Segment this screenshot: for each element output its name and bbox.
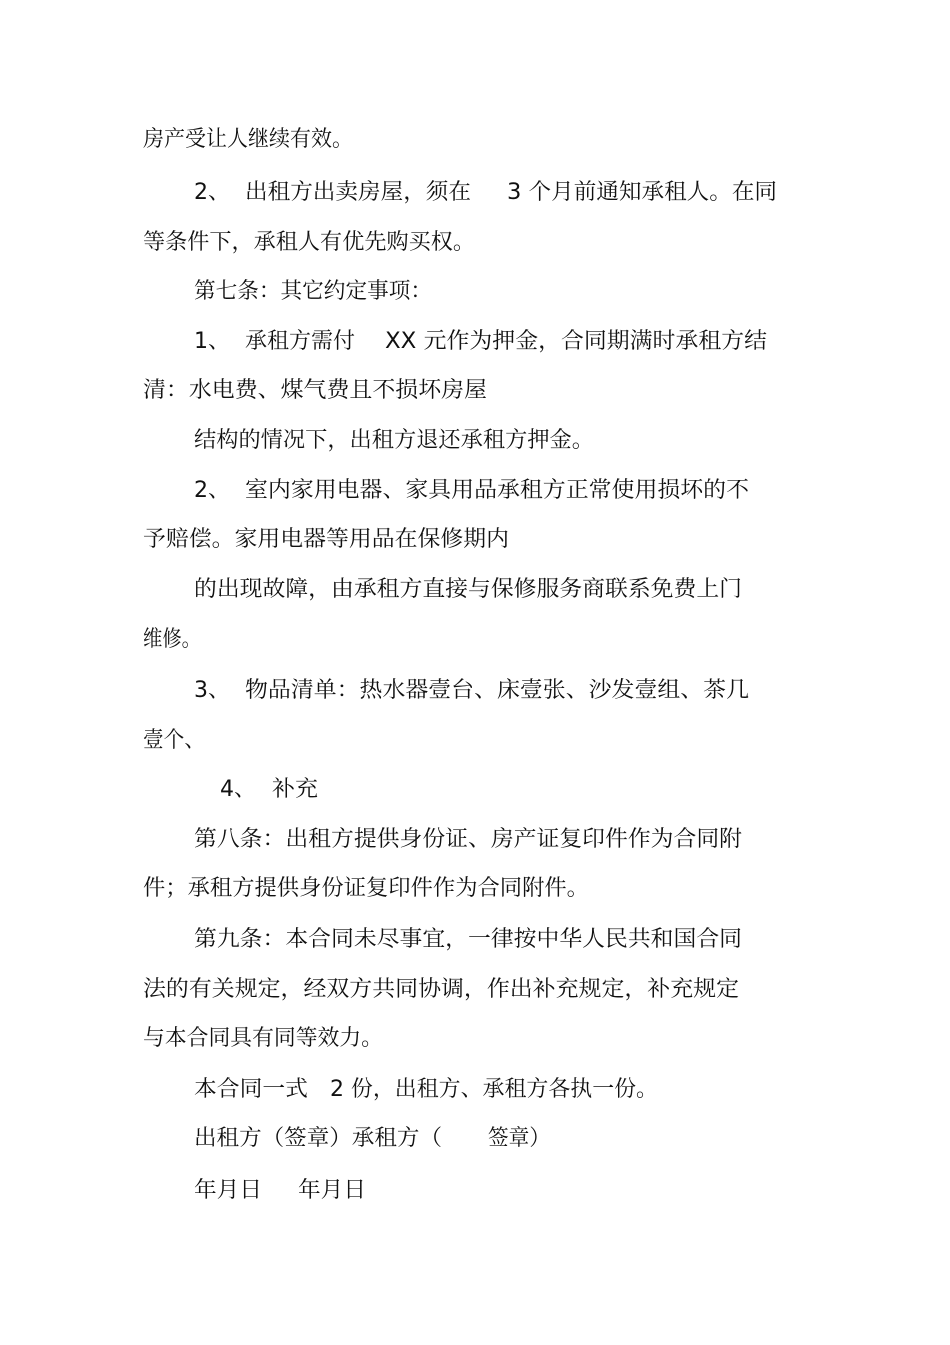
text-line	[143, 376, 487, 406]
text-line	[143, 625, 209, 655]
signature-line: 出租方（签章）承租方（	[194, 1126, 442, 1151]
text-line	[488, 1124, 554, 1154]
text-line	[507, 178, 777, 208]
list-number: 1、	[194, 329, 230, 354]
text-segment: 补充	[272, 777, 318, 802]
list-number: 2、	[194, 478, 230, 503]
text-line	[245, 178, 471, 208]
text-line	[143, 125, 363, 155]
text-line	[194, 178, 230, 208]
text-line	[194, 575, 742, 605]
text-segment: XX 元作为押金，合同期满时承租方结	[385, 329, 767, 354]
text-line	[245, 476, 749, 506]
text-segment: 壹个、	[143, 728, 205, 753]
text-line	[194, 825, 742, 855]
text-line	[194, 277, 436, 307]
text-line	[194, 426, 594, 456]
text-segment: 件；承租方提供身份证复印件作为合同附件。	[143, 876, 589, 901]
text-segment: 出租方出卖房屋，须在	[245, 180, 471, 205]
text-line	[143, 1024, 385, 1054]
text-line	[385, 327, 767, 357]
text-line	[330, 1075, 659, 1105]
text-segment: 清：水电费、煤气费且不损坏房屋	[143, 378, 487, 403]
text-line	[143, 874, 589, 904]
text-line	[143, 726, 209, 756]
text-segment: 与本合同具有同等效力。	[143, 1026, 383, 1051]
list-number: 2、	[194, 180, 230, 205]
text-line	[194, 1176, 260, 1206]
text-line	[220, 775, 256, 805]
text-line	[143, 975, 739, 1005]
text-line	[143, 228, 473, 258]
text-segment: 3 个月前通知承租人。在同	[507, 180, 777, 205]
date-line: 年月日	[194, 1178, 262, 1203]
text-segment: 等条件下，承租人有优先购买权。	[143, 230, 475, 255]
text-segment: 2 份，出租方、承租方各执一份。	[330, 1077, 658, 1102]
text-line	[298, 1176, 364, 1206]
signature-line: 签章）	[488, 1126, 550, 1151]
text-line	[194, 676, 230, 706]
text-segment: 维修。	[143, 627, 201, 652]
text-segment: 物品清单：热水器壹台、床壹张、沙发壹组、茶几	[245, 678, 749, 703]
article-heading: 第九条：本合同未尽事宜，一律按中华人民共和国合同	[194, 927, 742, 952]
text-line	[194, 925, 742, 955]
text-segment: 结构的情况下，出租方退还承租方押金。	[194, 428, 594, 453]
text-line	[143, 525, 509, 555]
text-line	[245, 676, 749, 706]
text-segment: 本合同一式	[194, 1077, 308, 1102]
text-line	[194, 1124, 442, 1154]
text-segment: 房产受让人继续有效。	[143, 127, 353, 152]
text-line	[194, 327, 230, 357]
article-heading: 第七条：其它约定事项：	[194, 279, 432, 304]
text-line	[272, 775, 316, 805]
list-number: 4、	[220, 777, 256, 802]
article-heading: 第八条：出租方提供身份证、房产证复印件作为合同附	[194, 827, 742, 852]
text-segment: 室内家用电器、家具用品承租方正常使用损坏的不	[245, 478, 749, 503]
text-segment: 承租方需付	[245, 329, 355, 354]
date-line: 年月日	[298, 1178, 366, 1203]
text-line	[245, 327, 355, 357]
text-line	[194, 476, 230, 506]
text-line	[194, 1075, 308, 1105]
text-segment: 的出现故障，由承租方直接与保修服务商联系免费上门	[194, 577, 742, 602]
list-number: 3、	[194, 678, 230, 703]
text-segment: 予赔偿。家用电器等用品在保修期内	[143, 527, 509, 552]
text-segment: 法的有关规定，经双方共同协调，作出补充规定，补充规定	[143, 977, 739, 1002]
